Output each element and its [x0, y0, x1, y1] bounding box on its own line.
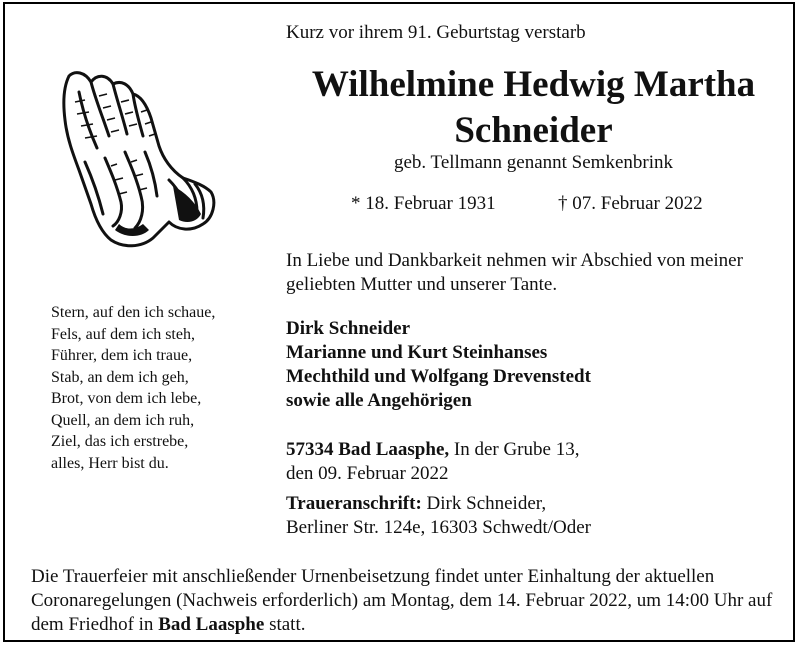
mourning-address	[286, 492, 591, 540]
poem-line: Führer, dem ich traue,	[51, 347, 193, 364]
address-name: Dirk Schneider,	[421, 493, 547, 514]
death-date: † 07. Februar 2022	[558, 193, 703, 214]
service-text: Die Trauerfeier mit anschließender Urnenbeisetzung findet unter Einhaltung der aktuellen Coronaregelungen (Nachweis erforderlich) am Montag, dem 14. Februar 2022, um 14:00 Uhr auf dem Friedhof in	[31, 566, 773, 635]
address-street: Berliner Str. 124e, 16303 Schwedt/Oder	[286, 517, 592, 538]
mourner: sowie alle Angehörigen	[286, 390, 472, 411]
intro-text: Kurz vor ihrem 91. Geburtstag verstarb	[286, 22, 586, 43]
service-place: Bad Laasphe	[158, 614, 265, 635]
poem-line: alles, Herr bist du.	[51, 454, 169, 472]
mourners-list	[286, 317, 591, 413]
notice-date: den 09. Februar 2022	[286, 463, 449, 484]
obituary-notice	[3, 2, 795, 642]
mourner: Marianne und Kurt Steinhanses	[286, 342, 548, 363]
place-and-date	[286, 438, 579, 486]
place-street: In der Grube 13,	[449, 439, 580, 460]
mourner: Mechthild und Wolfgang Drevenstedt	[286, 366, 591, 387]
mourner: Dirk Schneider	[286, 318, 411, 339]
poem-line: Ziel, das ich erstrebe,	[51, 433, 189, 450]
address-label: Traueranschrift:	[286, 493, 422, 514]
poem-line: Quell, an dem ich ruh,	[51, 411, 195, 429]
deceased-name	[286, 62, 781, 154]
name-line-2: Schneider	[454, 110, 613, 151]
poem	[51, 302, 215, 474]
place-city: 57334 Bad Laasphe,	[286, 439, 450, 460]
poem-line: Fels, auf dem ich steh,	[51, 325, 195, 343]
service-text-end: statt.	[264, 614, 306, 635]
poem-line: Brot, von dem ich lebe,	[51, 390, 202, 407]
poem-line: Stern, auf den ich schaue,	[51, 304, 216, 321]
farewell-text: In Liebe und Dankbarkeit nehmen wir Abschied von meiner geliebten Mutter und unserer Tante.	[286, 250, 743, 295]
funeral-service-text	[31, 565, 781, 637]
birth-name: geb. Tellmann genannt Semkenbrink	[393, 152, 674, 173]
name-line-1: Wilhelmine Hedwig Martha	[311, 64, 756, 105]
birth-date: * 18. Februar 1931	[351, 193, 496, 214]
praying-hands-icon	[45, 62, 225, 257]
poem-line: Stab, an dem ich geh,	[51, 368, 189, 386]
